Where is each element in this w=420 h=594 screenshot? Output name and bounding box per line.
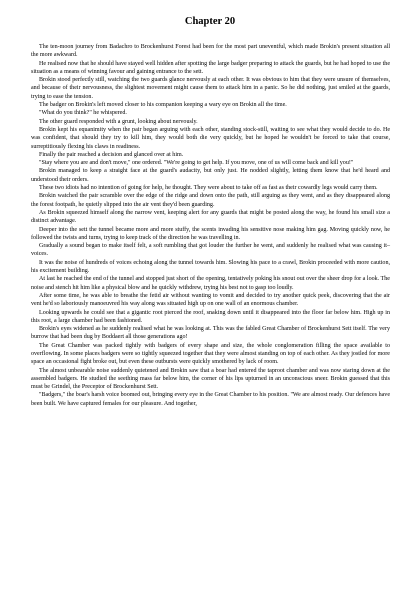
paragraph: The almost unbearable noise suddenly quietened and Brokin saw that a boar had entered the taproot chamber and was now staring down at the assembled badgers. He studied the seething mass far below him, the corner of his lips upturned in an unconscious sneer. Brokin guessed that this must be Grindel, the Preceptor of Brockenhurst Sett. xyxy=(31,367,390,391)
paragraph: The badger on Brokin's left moved closer to his companion keeping a wary eye on Brokin all the time. xyxy=(39,102,287,109)
paragraph: Brokin's eyes widened as he suddenly realised what he was looking at. This was the fabled Great Chamber of Brockenhurst Sett itself. The very burrow that had been dug by Boddaert all those generations ago! xyxy=(31,326,390,341)
paragraph: "Badgers," the boar's harsh voice boomed out, bringing every eye in the Great Chamber to his position. "We are almost ready. Our defences have been built. We have captured females for our pleasure. And together, xyxy=(31,392,390,407)
paragraph: Brokin watched the pair scramble over the edge of the ridge and down onto the path, still arguing as they went, and as they disappeared along the forest footpath, he quietly slipped into the air vent they'd been guarding. xyxy=(31,193,390,208)
paragraph: At last he reached the end of the tunnel and stopped just short of the opening, tentatively poking his snout out over the sheer drop for a look. The noise and stench hit him like a physical blow and he quickly withdrew, trying his best not to gasp too loudly. xyxy=(31,276,390,291)
paragraph: Finally the pair reached a decision and glanced over at him. xyxy=(39,151,184,158)
paragraph: These two idiots had no intention of going for help, he thought. They were about to take off as fast as their cowardly legs would carry them. xyxy=(39,185,378,192)
paragraph: Deeper into the sett the tunnel became more and more stuffy, the scents invading his sensitive nose making him gag. Moving quickly now, he followed the twists and turns, trying to keep track of the direction he was travelling in. xyxy=(31,226,390,241)
paragraph: The ten-moon journey from Badachro to Brockenhurst Forest had been for the most part uneventful, which made Brokin's present situation all the more awkward. xyxy=(31,44,390,59)
paragraph: Brokin stood perfectly still, watching the two guards glance nervously at each other. It was obvious to him that they were unsure of themselves, and because of their nervousness, the slightest movement might cause them to attack him in a panic. So he did nothing, just smiled at the guards, trying to ease the tension. xyxy=(31,77,390,100)
paragraph: "Stay where you are and don't move," one ordered. "We're going to get help. If you move, one of us will come back and kill you!" xyxy=(39,160,354,167)
paragraph: As Brokin squeezed himself along the narrow vent, keeping alert for any guards that might be posted along the way, he found his small size a distinct advantage. xyxy=(31,209,390,225)
paragraph: Brokin kept his equanimity when the pair began arguing with each other, standing stock-still, waiting to see what they would decide to do. He was confident, that should they try to kill him, they would both die very quickly, but he hoped he wouldn't be forced to take that course, surreptitiously flexing his claws in readiness. xyxy=(31,126,390,150)
paragraph: Brokin managed to keep a straight face at the guard's audacity, but only just. He nodded slightly, letting them know that he'd heard and understood their orders. xyxy=(31,168,390,183)
paragraph: It was the noise of hundreds of voices echoing along the tunnel towards him. Slowing his pace to a crawl, Brokin proceeded with more caution, his excitement building. xyxy=(31,259,390,275)
chapter-title: Chapter 20 xyxy=(184,16,236,27)
paragraph: Gradually a sound began to make itself felt, a soft rumbling that got louder the further he went, and suddenly he realised what was causing it– voices. xyxy=(31,243,390,258)
paragraph: The Great Chamber was packed tightly with badgers of every shape and size, the whole conglomeration filling the space available to overflowing. In some places badgers were so tightly squeezed together that they were almost standing on top of each other. As they jostled for more space an occasional fight broke out, but even these outbursts were quickly smothered by lack of room. xyxy=(31,342,390,366)
chapter-body xyxy=(31,43,390,408)
paragraph: Looking upwards he could see that a gigantic root pierced the roof, snaking down until it disappeared into the floor far below him. High up in this root, a large chamber had been fashioned. xyxy=(31,309,390,324)
paragraph: After some time, he was able to breathe the fetid air without wanting to vomit and decided to try another quick peek, discovering that the air vent he'd so laboriously manoeuvred his way along was situated high up on one wall of an enormous chamber. xyxy=(31,292,390,308)
paragraph: "What do you think?" he whispered. xyxy=(39,110,127,117)
paragraph: He realised now that he should have stayed well hidden after spotting the large badger preparing to attack the guards, but he had hoped to use the situation as a means of winning favour and gaining entrance to the sett. xyxy=(31,60,391,75)
paragraph: The other guard responded with a grunt, looking about nervously. xyxy=(39,118,198,125)
